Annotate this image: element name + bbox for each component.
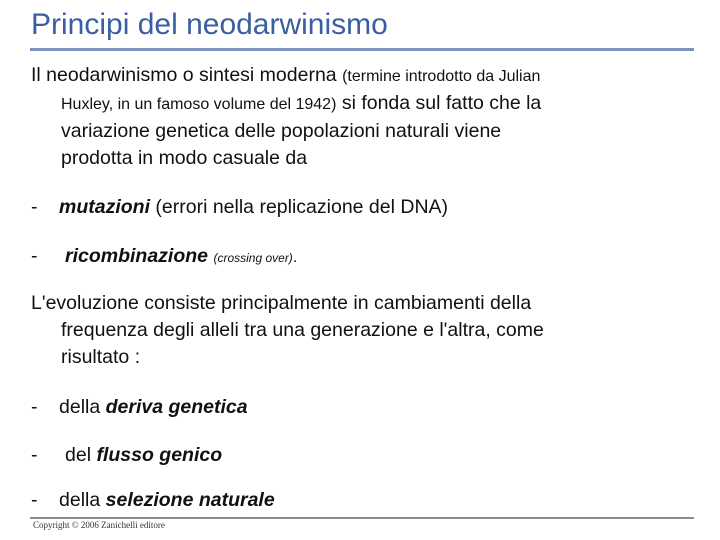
bullet-deriva-pre: della — [59, 396, 106, 418]
intro-line4: prodotta in modo casuale da — [61, 147, 308, 169]
bullet-flusso-pre: del — [65, 444, 97, 466]
intro-note-a: (termine introdotto da Julian — [342, 68, 541, 85]
term-deriva-genetica: deriva genetica — [105, 396, 248, 418]
term-flusso-genico: flusso genico — [96, 444, 223, 466]
term-ricombinazione: ricombinazione — [65, 245, 209, 267]
evolution-line3: risultato : — [61, 346, 141, 368]
copyright-text: Copyright © 2006 Zanichelli editore — [33, 520, 165, 530]
bullet-selezione — [31, 489, 275, 512]
bullet-mutazioni-text: (errori nella replicazione del DNA) — [150, 196, 449, 218]
bullet-deriva — [31, 396, 248, 419]
footer-rule — [30, 517, 694, 519]
intro-paragraph — [31, 62, 691, 172]
intro-line1 — [31, 64, 540, 86]
intro-line2 — [31, 90, 691, 118]
bullet-ricombinazione — [31, 245, 297, 268]
intro-text-b: si fonda sul fatto che la — [336, 92, 542, 114]
evolution-line2: frequenza degli alleli tra una generazione e l'altra, come — [61, 319, 544, 341]
term-selezione-naturale: selezione naturale — [105, 489, 275, 511]
intro-text-a: Il neodarwinismo o sintesi moderna — [31, 64, 343, 86]
bullet-flusso — [31, 444, 222, 467]
bullet-dash: - — [31, 396, 38, 418]
bullet-selezione-pre: della — [59, 489, 106, 511]
bullet-dash: - — [31, 444, 38, 466]
title-underline — [30, 48, 694, 51]
slide-title: Principi del neodarwinismo — [31, 8, 388, 41]
bullet-dash: - — [31, 196, 38, 218]
bullet-dash: - — [31, 245, 38, 267]
ricombinazione-note: (crossing over) — [213, 251, 293, 265]
evolution-paragraph — [31, 290, 691, 371]
evolution-line1: L'evoluzione consiste principalmente in cambiamenti della — [31, 292, 532, 314]
ricombinazione-tail: . — [292, 249, 298, 266]
intro-line3: variazione genetica delle popolazioni naturali viene — [61, 120, 502, 142]
intro-note-b: Huxley, in un famoso volume del 1942) — [61, 96, 337, 113]
bullet-dash: - — [31, 489, 38, 511]
term-mutazioni: mutazioni — [59, 196, 150, 218]
bullet-mutazioni — [31, 196, 448, 219]
